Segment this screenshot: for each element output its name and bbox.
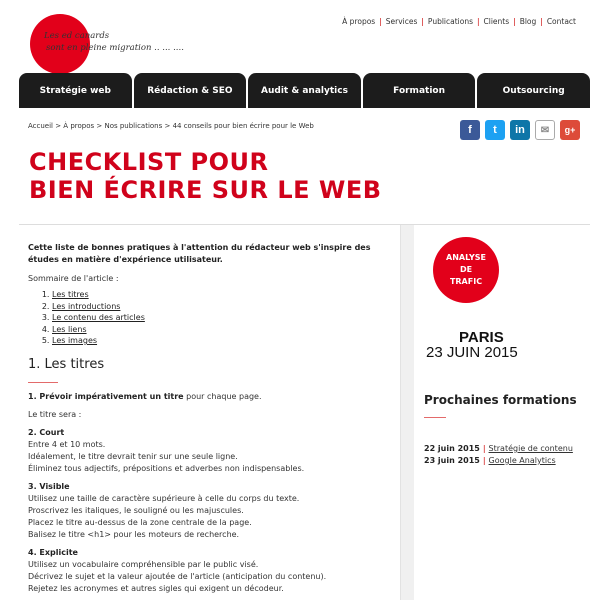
topnav-clients[interactable]: Clients <box>483 17 510 26</box>
topnav-publications[interactable]: Publications <box>427 17 473 26</box>
toc-item <box>52 335 391 347</box>
page-title-line1: CHECKLIST POUR <box>29 148 269 176</box>
section-title: 1. Les titres <box>28 356 105 372</box>
sidebar-underline <box>424 417 446 418</box>
rule-1-text: pour chaque page. <box>183 391 262 401</box>
facebook-icon[interactable]: f <box>460 120 480 140</box>
tab-strategie-web[interactable]: Stratégie web <box>19 73 132 108</box>
summary-label: Sommaire de l'article : <box>28 274 119 283</box>
social-share <box>460 120 580 140</box>
rule-4-title: 4. Explicite <box>28 547 78 557</box>
rule-4-line: Utilisez un vocabulaire compréhensible par le public visé. <box>28 559 259 569</box>
section-underline <box>28 382 58 383</box>
rule-1-title: 1. Prévoir impérativement un titre <box>28 391 184 401</box>
rule-3-title: 3. Visible <box>28 481 70 491</box>
toc-item <box>52 289 391 301</box>
rule-1 <box>28 391 391 403</box>
toc-item <box>52 324 391 336</box>
table-of-contents <box>52 289 391 347</box>
training-list <box>424 443 573 467</box>
upcoming-trainings-heading: Prochaines formations <box>424 393 577 407</box>
twitter-icon[interactable]: t <box>485 120 505 140</box>
rule-4-line: Décrivez le sujet et la valeur ajoutée de l'article (anticipation du contenu). <box>28 571 327 581</box>
title-intro: Le titre sera : <box>28 409 82 419</box>
rule-2-line: Idéalement, le titre devrait tenir sur une seule ligne. <box>28 451 238 461</box>
toc-link-images[interactable]: Les images <box>52 336 98 345</box>
mail-icon[interactable]: ✉ <box>535 120 555 140</box>
sidebar <box>414 225 590 600</box>
rule-2 <box>28 427 391 475</box>
logo-text <box>44 30 184 54</box>
top-navigation: À propos | Services | Publications | Clients | Blog | Contact <box>342 17 576 26</box>
google-plus-icon[interactable]: g+ <box>560 120 580 140</box>
breadcrumb[interactable]: Accueil > À propos > Nos publications > 44 conseils pour bien écrire pour le Web <box>28 122 314 130</box>
badge-line: TRAFIC <box>449 277 483 286</box>
rule-2-title: 2. Court <box>28 427 65 437</box>
toc-link-introductions[interactable]: Les introductions <box>52 301 121 311</box>
logo-line1: Les ed canards <box>44 31 110 41</box>
event-city: PARIS <box>459 329 504 346</box>
logo-line2: sont en pleine migration .. ... .... <box>46 43 184 53</box>
badge-line: DE <box>459 265 473 274</box>
analyse-trafic-badge[interactable] <box>433 237 499 303</box>
training-link[interactable]: Stratégie de contenu <box>488 444 573 453</box>
toc-link-contenu[interactable]: Le contenu des articles <box>52 313 145 322</box>
badge-line: ANALYSE <box>446 253 486 262</box>
toc-item <box>52 312 391 324</box>
training-item: 23 juin 2015 | Google Analytics <box>424 456 556 465</box>
article-intro: Cette liste de bonnes pratiques à l'attention du rédacteur web s'inspire des études en matière d'expérience utilisateur. <box>28 243 371 264</box>
tab-outsourcing[interactable]: Outsourcing <box>477 73 590 108</box>
tab-formation[interactable]: Formation <box>363 73 476 108</box>
page-title <box>29 148 382 204</box>
page-title-line2: BIEN ÉCRIRE SUR LE WEB <box>29 176 382 204</box>
rule-4-line: Rejetez les acronymes et autres sigles qui exigent un décodeur. <box>28 583 284 593</box>
toc-link-titres[interactable]: Les titres <box>52 290 89 299</box>
training-item: 22 juin 2015 | Stratégie de contenu <box>424 444 573 453</box>
rule-2-line: Éliminez tous adjectifs, prépositions et adverbes non indispensables. <box>28 463 305 473</box>
toc-link-liens[interactable]: Les liens <box>52 324 87 334</box>
topnav-services[interactable]: Services <box>385 17 418 26</box>
rule-3-line: Balisez le titre <h1> pour les moteurs de recherche. <box>28 529 240 539</box>
topnav-contact[interactable]: Contact <box>546 17 576 26</box>
main-navigation <box>19 73 590 108</box>
tab-redaction-seo[interactable]: Rédaction & SEO <box>134 73 247 108</box>
rule-3-line: Proscrivez les italiques, le souligné ou les majuscules. <box>28 505 244 515</box>
article <box>19 225 400 600</box>
column-divider <box>400 225 414 600</box>
topnav-apropos[interactable]: À propos <box>342 17 376 26</box>
rule-4 <box>28 547 391 595</box>
training-date: 23 juin 2015 <box>424 456 480 465</box>
tab-audit-analytics[interactable]: Audit & analytics <box>248 73 361 108</box>
training-date: 22 juin 2015 <box>424 444 480 453</box>
linkedin-icon[interactable]: in <box>510 120 530 140</box>
training-link[interactable]: Google Analytics <box>488 456 556 465</box>
rule-2-line: Entre 4 et 10 mots. <box>28 439 106 449</box>
toc-item <box>52 301 391 313</box>
topnav-blog[interactable]: Blog <box>519 17 537 26</box>
rule-3 <box>28 481 391 541</box>
event-date: 23 JUIN 2015 <box>426 344 518 361</box>
rule-3-line: Utilisez une taille de caractère supérieure à celle du corps du texte. <box>28 493 300 503</box>
rule-3-line: Placez le titre au-dessus de la zone centrale de la page. <box>28 517 252 527</box>
